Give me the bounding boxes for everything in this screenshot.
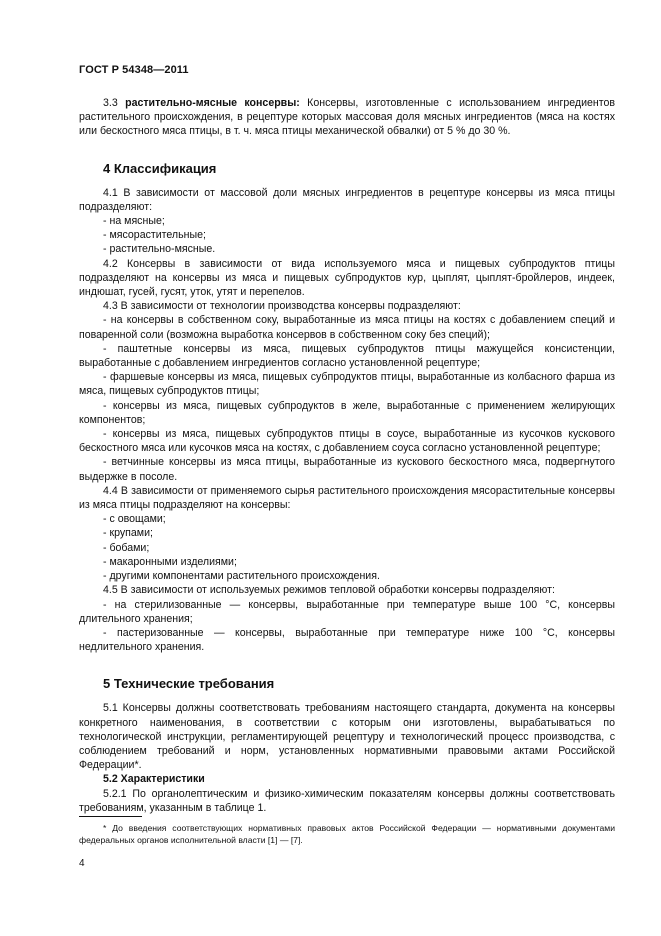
clause-5-2-1: 5.2.1 По органолептическим и физико-химическим показателям консервы должны соответствовать требованиям, указанным в таблице 1. (79, 787, 615, 814)
list-item: - другими компонентами растительного происхождения. (103, 570, 380, 583)
list-item: - крупами; (103, 527, 153, 540)
list-item: - пастеризованные — консервы, выработанные при температуре ниже 100 °С, консервы недлительного хранения. (79, 626, 615, 654)
clause-5-1: 5.1 Консервы должны соответствовать требованиям настоящего стандарта, документа на консервы конкретного наименования, в соответствии с которым они изготовлены, вырабатываться по технологической инструкции, регламентирующей рецептуру и технологический процесс производства, с соблюдением требований и норм, установленных нормативными правовыми актами Российской Федерации*. (79, 702, 615, 772)
list-item: - консервы из мяса, пищевых субпродуктов птицы в соусе, выработанные из кусочков кускового бескостного мяса или кусочков мяса на костях, с добавлением соуса согласно установленной рецептуре; (79, 428, 615, 455)
list-4-1 (79, 214, 615, 257)
list-item: - мясорастительные; (103, 229, 206, 242)
list-item: - на консервы в собственном соку, выработанные из мяса птицы на костях с добавлением специй и поваренной соли (возможна выработка консервов в собственном соку без специй); (79, 314, 615, 341)
clause-4-2: 4.2 Консервы в зависимости от вида используемого мяса и пищевых субпродуктов птицы подразделяют на консервы из мяса и пищевых субпродуктов кур, цыплят, цыплят-бройлеров, индеек, индюшат, гусей, гусят, уток, утят и перепелов. (79, 257, 615, 299)
footnote: * До введения соответствующих нормативных правовых актов Российской Федерации — нормативными документами федеральных органов исполнительной власти [1] — [7]. (79, 823, 615, 845)
page-content (79, 96, 615, 815)
list-item: - растительно-мясные. (103, 243, 216, 256)
document-header: ГОСТ Р 54348—2011 (79, 64, 189, 76)
clause-number: 3.3 (103, 97, 118, 109)
section-title-technical-requirements: 5 Технические требования (103, 676, 275, 692)
list-item: - паштетные консервы из мяса, пищевых субпродуктов птицы мажущейся консистенции, выработанные с добавлением ингредиентов согласно установленной рецептуре; (79, 342, 615, 370)
clause-4-5: 4.5 В зависимости от используемых режимов тепловой обработки консервы подразделяют: (103, 584, 555, 597)
list-item: - ветчинные консервы из мяса птицы, выработанные из кускового бескостного мяса, подвергнутого выдержке в посоле. (79, 456, 615, 483)
list-4-5 (79, 598, 615, 655)
clause-5-2-title: 5.2 Характеристики (103, 773, 205, 786)
section-title-classification: 4 Классификация (103, 160, 217, 176)
footnote-separator (79, 816, 142, 817)
clause-3-3 (79, 96, 615, 139)
list-4-3 (79, 313, 615, 483)
list-item: - с овощами; (103, 513, 166, 526)
definition-text: Консервы, изготовленные с использованием ингредиентов растительного происхождения, в рецептуре которых массовая доля мясных ингредиентов (мяса на костях или бескостного мяса птицы, в т. ч. мяса птицы механической обвалки) от 5 % до 30 %. (79, 97, 615, 138)
list-item: - на стерилизованные — консервы, выработанные при температуре выше 100 °С, консервы длительного хранения; (79, 598, 615, 625)
defined-term: растительно-мясные консервы: (125, 97, 300, 109)
list-item: - консервы из мяса, пищевых субпродуктов в желе, выработанные с применением желирующих компонентов; (79, 399, 615, 426)
list-item: - макаронными изделиями; (103, 555, 237, 568)
page-number: 4 (79, 858, 85, 869)
clause-4-3: 4.3 В зависимости от технологии производства консервы подразделяют: (103, 300, 461, 313)
clause-4-1: 4.1 В зависимости от массовой доли мясных ингредиентов в рецептуре консервы из мяса птицы подразделяют: (79, 186, 615, 213)
list-item: - на мясные; (103, 215, 165, 228)
list-4-4 (79, 512, 615, 583)
clause-4-4: 4.4 В зависимости от применяемого сырья растительного происхождения мясорастительные консервы из мяса птицы подразделяют на консервы: (79, 484, 615, 512)
list-item: - фаршевые консервы из мяса, пищевых субпродуктов птицы, выработанные из колбасного фарша из мяса, пищевых субпродуктов птицы; (79, 371, 615, 398)
list-item: - бобами; (103, 541, 150, 554)
